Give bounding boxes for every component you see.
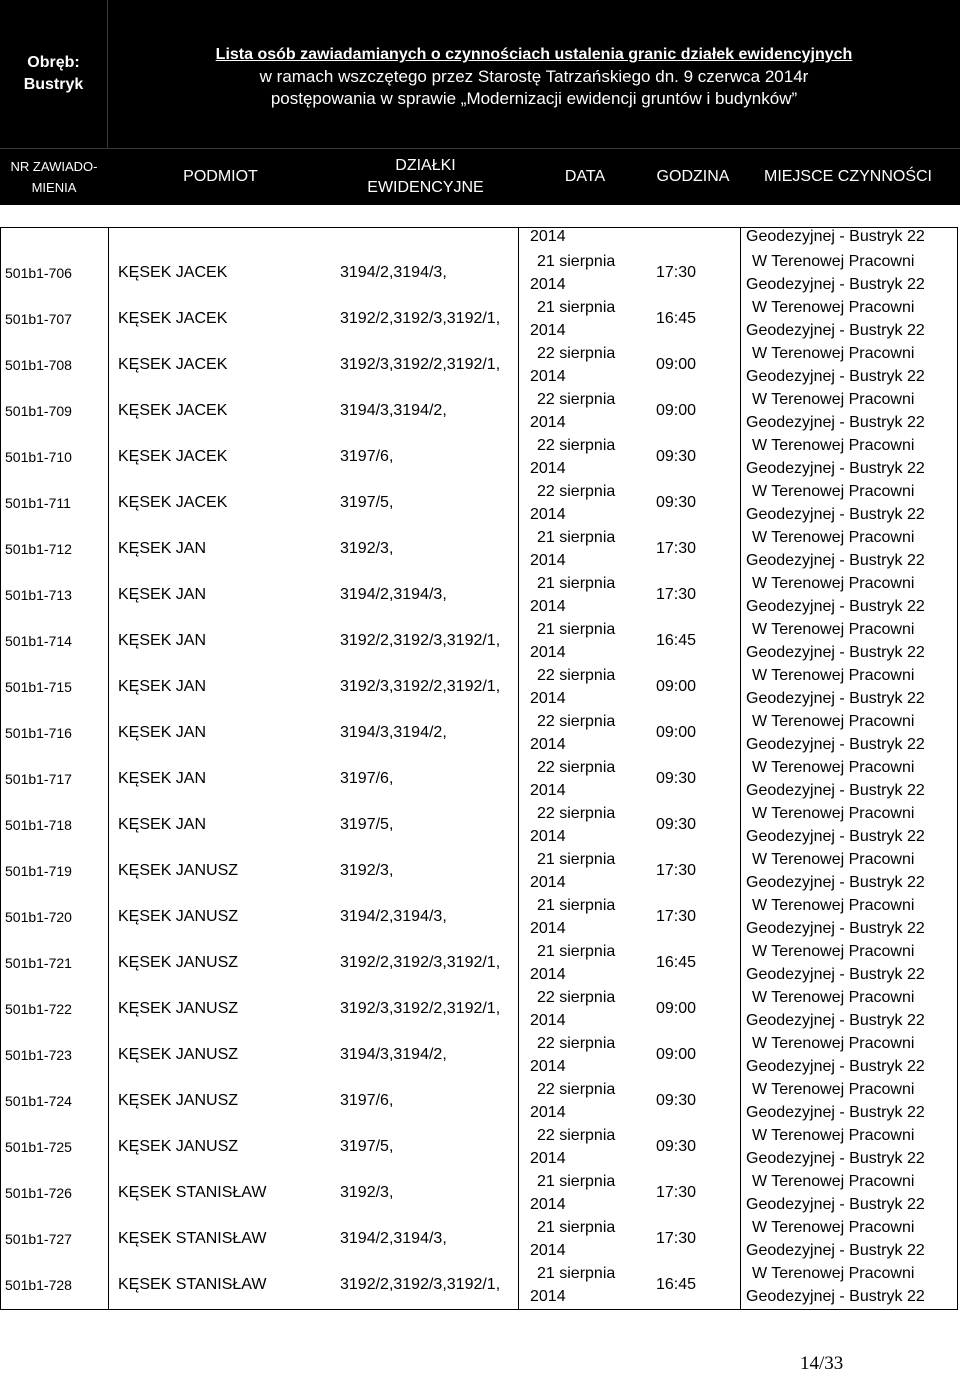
date-year: 2014 bbox=[530, 506, 566, 523]
column-header-place-label: MIEJSCE CZYNNOŚCI bbox=[763, 168, 932, 185]
subject-name: KĘSEK JACEK bbox=[118, 310, 228, 327]
notification-number: 501b1-721 bbox=[5, 955, 72, 971]
place-line-2: Geodezyjnej - Bustryk 22 bbox=[746, 1196, 925, 1213]
subject-name: KĘSEK JANUSZ bbox=[118, 908, 239, 925]
table-row bbox=[0, 1170, 958, 1216]
place-line-1: W Terenowej Pracowni bbox=[752, 575, 915, 592]
date-year: 2014 bbox=[530, 782, 566, 799]
place-line-2: Geodezyjnej - Bustryk 22 bbox=[746, 1242, 925, 1259]
column-header-date bbox=[530, 149, 640, 205]
subject-name: KĘSEK STANISŁAW bbox=[118, 1230, 267, 1247]
table-row bbox=[0, 572, 958, 618]
date-year: 2014 bbox=[530, 920, 566, 937]
notification-number: 501b1-714 bbox=[5, 633, 72, 649]
date-day-month: 21 sierpnia bbox=[537, 897, 616, 914]
parcel-numbers: 3192/3, bbox=[340, 862, 394, 879]
place-line-1: W Terenowej Pracowni bbox=[752, 713, 915, 730]
parcel-numbers: 3192/3, bbox=[340, 1184, 394, 1201]
table-row bbox=[0, 342, 958, 388]
subject-name: KĘSEK STANISŁAW bbox=[118, 1276, 267, 1293]
place-line-1: W Terenowej Pracowni bbox=[752, 483, 915, 500]
document-title bbox=[108, 44, 960, 110]
notification-number: 501b1-716 bbox=[5, 725, 72, 741]
date-year: 2014 bbox=[530, 460, 566, 477]
date-day-month: 22 sierpnia bbox=[537, 667, 616, 684]
date-day-month: 22 sierpnia bbox=[537, 483, 616, 500]
place-line-2: Geodezyjnej - Bustryk 22 bbox=[746, 598, 925, 615]
parcel-numbers: 3192/3, bbox=[340, 540, 394, 557]
parcel-numbers: 3194/3,3194/2, bbox=[340, 724, 447, 741]
parcel-numbers: 3192/2,3192/3,3192/1, bbox=[340, 310, 501, 327]
time: 09:30 bbox=[656, 770, 697, 787]
table-row bbox=[0, 1078, 958, 1124]
date-day-month: 22 sierpnia bbox=[537, 713, 616, 730]
place-line-1: W Terenowej Pracowni bbox=[752, 299, 915, 316]
place-line-1: W Terenowej Pracowni bbox=[752, 1035, 915, 1052]
subject-name: KĘSEK JACEK bbox=[118, 264, 228, 281]
time: 16:45 bbox=[656, 632, 697, 649]
subject-name: KĘSEK JANUSZ bbox=[118, 862, 239, 879]
subject-name: KĘSEK JANUSZ bbox=[118, 1092, 239, 1109]
place-line-2: Geodezyjnej - Bustryk 22 bbox=[746, 920, 925, 937]
place-line-2: Geodezyjnej - Bustryk 22 bbox=[746, 966, 925, 983]
parcel-numbers: 3192/2,3192/3,3192/1, bbox=[340, 632, 501, 649]
notification-number: 501b1-707 bbox=[5, 311, 72, 327]
place-line-1: W Terenowej Pracowni bbox=[752, 667, 915, 684]
place-line-1: W Terenowej Pracowni bbox=[752, 1081, 915, 1098]
notification-number: 501b1-713 bbox=[5, 587, 72, 603]
date-day-month: 21 sierpnia bbox=[537, 1219, 616, 1236]
notification-number: 501b1-712 bbox=[5, 541, 72, 557]
notification-number: 501b1-723 bbox=[5, 1047, 72, 1063]
table-row bbox=[0, 296, 958, 342]
parcel-numbers: 3197/6, bbox=[340, 448, 394, 465]
table-row bbox=[0, 1032, 958, 1078]
date-day-month: 22 sierpnia bbox=[537, 1081, 616, 1098]
subject-name: KĘSEK JAN bbox=[118, 678, 207, 695]
notification-number: 501b1-728 bbox=[5, 1277, 72, 1293]
parcel-numbers: 3192/2,3192/3,3192/1, bbox=[340, 954, 501, 971]
subject-name: KĘSEK JANUSZ bbox=[118, 954, 239, 971]
subject-name: KĘSEK JACEK bbox=[118, 402, 228, 419]
place-line-2: Geodezyjnej - Bustryk 22 bbox=[746, 1150, 925, 1167]
place-line-1: W Terenowej Pracowni bbox=[752, 897, 915, 914]
date-day-month: 21 sierpnia bbox=[537, 943, 616, 960]
date-year: 2014 bbox=[530, 644, 566, 661]
parcel-numbers: 3192/3,3192/2,3192/1, bbox=[340, 356, 501, 373]
notification-number: 501b1-722 bbox=[5, 1001, 72, 1017]
parcel-numbers: 3197/6, bbox=[340, 1092, 394, 1109]
column-header-nr-line-1: NR ZAWIADO- bbox=[10, 159, 98, 174]
parcel-numbers: 3197/5, bbox=[340, 816, 394, 833]
subject-name: KĘSEK JAN bbox=[118, 586, 207, 603]
notification-number: 501b1-724 bbox=[5, 1093, 72, 1109]
place-line-2: Geodezyjnej - Bustryk 22 bbox=[746, 1104, 925, 1121]
date-year: 2014 bbox=[530, 966, 566, 983]
document-header bbox=[0, 0, 960, 205]
time: 09:30 bbox=[656, 1092, 697, 1109]
subject-name: KĘSEK JAN bbox=[118, 632, 207, 649]
time: 17:30 bbox=[656, 862, 697, 879]
place-line-1: W Terenowej Pracowni bbox=[752, 621, 915, 638]
date-year: 2014 bbox=[530, 368, 566, 385]
parcel-numbers: 3194/2,3194/3, bbox=[340, 908, 447, 925]
date-day-month: 21 sierpnia bbox=[537, 253, 616, 270]
notification-number: 501b1-709 bbox=[5, 403, 72, 419]
time: 09:00 bbox=[656, 678, 697, 695]
title-line-3: postępowania w sprawie „Modernizacji ewidencji gruntów i budynków” bbox=[270, 89, 798, 108]
subject-name: KĘSEK JANUSZ bbox=[118, 1138, 239, 1155]
time: 17:30 bbox=[656, 1230, 697, 1247]
district-label: Obręb: bbox=[27, 54, 80, 71]
column-header-nr-line-2: MIENIA bbox=[31, 180, 77, 195]
time: 17:30 bbox=[656, 586, 697, 603]
continued-date-year: 2014 bbox=[530, 228, 566, 245]
place-line-1: W Terenowej Pracowni bbox=[752, 391, 915, 408]
time: 17:30 bbox=[656, 1184, 697, 1201]
table-row bbox=[0, 526, 958, 572]
date-year: 2014 bbox=[530, 598, 566, 615]
table-row bbox=[0, 802, 958, 848]
place-line-2: Geodezyjnej - Bustryk 22 bbox=[746, 414, 925, 431]
table-row bbox=[0, 940, 958, 986]
subject-name: KĘSEK JANUSZ bbox=[118, 1046, 239, 1063]
subject-name: KĘSEK STANISŁAW bbox=[118, 1184, 267, 1201]
place-line-1: W Terenowej Pracowni bbox=[752, 1219, 915, 1236]
place-line-1: W Terenowej Pracowni bbox=[752, 1265, 915, 1282]
notification-number: 501b1-719 bbox=[5, 863, 72, 879]
subject-name: KĘSEK JACEK bbox=[118, 448, 228, 465]
place-line-2: Geodezyjnej - Bustryk 22 bbox=[746, 874, 925, 891]
subject-name: KĘSEK JAN bbox=[118, 540, 207, 557]
place-line-1: W Terenowej Pracowni bbox=[752, 851, 915, 868]
date-year: 2014 bbox=[530, 414, 566, 431]
place-line-2: Geodezyjnej - Bustryk 22 bbox=[746, 782, 925, 799]
place-line-2: Geodezyjnej - Bustryk 22 bbox=[746, 368, 925, 385]
time: 09:00 bbox=[656, 1000, 697, 1017]
district-cell bbox=[0, 0, 108, 148]
place-line-2: Geodezyjnej - Bustryk 22 bbox=[746, 1058, 925, 1075]
place-line-2: Geodezyjnej - Bustryk 22 bbox=[746, 506, 925, 523]
time: 16:45 bbox=[656, 954, 697, 971]
table-row bbox=[0, 664, 958, 710]
place-line-2: Geodezyjnej - Bustryk 22 bbox=[746, 460, 925, 477]
place-line-2: Geodezyjnej - Bustryk 22 bbox=[746, 1288, 925, 1305]
continued-row bbox=[0, 227, 958, 250]
time: 09:00 bbox=[656, 1046, 697, 1063]
notification-number: 501b1-720 bbox=[5, 909, 72, 925]
table-row bbox=[0, 848, 958, 894]
notification-number: 501b1-706 bbox=[5, 265, 72, 281]
notification-number: 501b1-726 bbox=[5, 1185, 72, 1201]
title-line-2: w ramach wszczętego przez Starostę Tatrzańskiego dn. 9 czerwca 2014r bbox=[259, 67, 809, 86]
column-header-parcels-line-2: EWIDENCYJNE bbox=[367, 179, 484, 196]
place-line-1: W Terenowej Pracowni bbox=[752, 1173, 915, 1190]
parcel-numbers: 3197/5, bbox=[340, 1138, 394, 1155]
column-header-notification-number bbox=[0, 149, 108, 205]
parcel-numbers: 3194/2,3194/3, bbox=[340, 586, 447, 603]
parcel-numbers: 3192/3,3192/2,3192/1, bbox=[340, 1000, 501, 1017]
date-year: 2014 bbox=[530, 828, 566, 845]
table-body bbox=[0, 250, 958, 1308]
column-header-subject bbox=[108, 149, 333, 205]
table-row bbox=[0, 618, 958, 664]
date-day-month: 22 sierpnia bbox=[537, 1035, 616, 1052]
table-row bbox=[0, 986, 958, 1032]
date-year: 2014 bbox=[530, 1150, 566, 1167]
column-header-row bbox=[0, 148, 960, 205]
time: 16:45 bbox=[656, 310, 697, 327]
date-day-month: 22 sierpnia bbox=[537, 805, 616, 822]
place-line-2: Geodezyjnej - Bustryk 22 bbox=[746, 322, 925, 339]
parcel-numbers: 3194/2,3194/3, bbox=[340, 264, 447, 281]
parcel-numbers: 3197/6, bbox=[340, 770, 394, 787]
table-row bbox=[0, 894, 958, 940]
place-line-2: Geodezyjnej - Bustryk 22 bbox=[746, 828, 925, 845]
table-row bbox=[0, 756, 958, 802]
table-row bbox=[0, 1124, 958, 1170]
time: 09:30 bbox=[656, 1138, 697, 1155]
place-line-2: Geodezyjnej - Bustryk 22 bbox=[746, 736, 925, 753]
date-year: 2014 bbox=[530, 874, 566, 891]
notification-number: 501b1-718 bbox=[5, 817, 72, 833]
place-line-1: W Terenowej Pracowni bbox=[752, 437, 915, 454]
time: 09:30 bbox=[656, 816, 697, 833]
parcel-numbers: 3192/2,3192/3,3192/1, bbox=[340, 1276, 501, 1293]
place-line-2: Geodezyjnej - Bustryk 22 bbox=[746, 552, 925, 569]
place-line-1: W Terenowej Pracowni bbox=[752, 805, 915, 822]
time: 09:00 bbox=[656, 356, 697, 373]
time: 16:45 bbox=[656, 1276, 697, 1293]
place-line-1: W Terenowej Pracowni bbox=[752, 253, 915, 270]
column-header-date-label: DATA bbox=[564, 168, 606, 185]
notification-number: 501b1-708 bbox=[5, 357, 72, 373]
date-day-month: 21 sierpnia bbox=[537, 621, 616, 638]
date-year: 2014 bbox=[530, 1058, 566, 1075]
date-year: 2014 bbox=[530, 736, 566, 753]
date-year: 2014 bbox=[530, 690, 566, 707]
parcel-numbers: 3194/2,3194/3, bbox=[340, 1230, 447, 1247]
time: 09:30 bbox=[656, 494, 697, 511]
notification-number: 501b1-715 bbox=[5, 679, 72, 695]
column-header-place bbox=[740, 149, 956, 205]
place-line-1: W Terenowej Pracowni bbox=[752, 345, 915, 362]
place-line-1: W Terenowej Pracowni bbox=[752, 943, 915, 960]
date-day-month: 21 sierpnia bbox=[537, 1173, 616, 1190]
parcel-numbers: 3197/5, bbox=[340, 494, 394, 511]
place-line-1: W Terenowej Pracowni bbox=[752, 989, 915, 1006]
table-row bbox=[0, 388, 958, 434]
title-line-1: Lista osób zawiadamianych o czynnościach ustalenia granic działek ewidencyjnych bbox=[215, 46, 853, 63]
date-day-month: 22 sierpnia bbox=[537, 391, 616, 408]
subject-name: KĘSEK JAN bbox=[118, 724, 207, 741]
subject-name: KĘSEK JAN bbox=[118, 816, 207, 833]
place-line-1: W Terenowej Pracowni bbox=[752, 759, 915, 776]
page-number: 14/33 bbox=[800, 1353, 844, 1374]
time: 09:30 bbox=[656, 448, 697, 465]
date-year: 2014 bbox=[530, 1242, 566, 1259]
notification-number: 501b1-725 bbox=[5, 1139, 72, 1155]
table-row bbox=[0, 1262, 958, 1308]
subject-name: KĘSEK JANUSZ bbox=[118, 1000, 239, 1017]
notification-number: 501b1-717 bbox=[5, 771, 72, 787]
place-line-2: Geodezyjnej - Bustryk 22 bbox=[746, 690, 925, 707]
column-header-subject-label: PODMIOT bbox=[183, 168, 258, 185]
place-line-1: W Terenowej Pracowni bbox=[752, 529, 915, 546]
date-year: 2014 bbox=[530, 1196, 566, 1213]
place-line-1: W Terenowej Pracowni bbox=[752, 1127, 915, 1144]
column-header-parcels-line-1: DZIAŁKI bbox=[395, 157, 456, 174]
date-day-month: 21 sierpnia bbox=[537, 575, 616, 592]
date-year: 2014 bbox=[530, 322, 566, 339]
date-day-month: 22 sierpnia bbox=[537, 759, 616, 776]
column-header-time-label: GODZINA bbox=[656, 168, 730, 185]
date-year: 2014 bbox=[530, 1288, 566, 1305]
date-day-month: 22 sierpnia bbox=[537, 345, 616, 362]
date-year: 2014 bbox=[530, 552, 566, 569]
date-year: 2014 bbox=[530, 1104, 566, 1121]
subject-name: KĘSEK JAN bbox=[118, 770, 207, 787]
column-header-time bbox=[648, 149, 738, 205]
subject-name: KĘSEK JACEK bbox=[118, 356, 228, 373]
notification-number: 501b1-710 bbox=[5, 449, 72, 465]
column-header-parcels bbox=[333, 149, 518, 205]
time: 09:00 bbox=[656, 724, 697, 741]
time: 17:30 bbox=[656, 908, 697, 925]
date-day-month: 22 sierpnia bbox=[537, 437, 616, 454]
time: 17:30 bbox=[656, 540, 697, 557]
date-day-month: 21 sierpnia bbox=[537, 1265, 616, 1282]
place-line-2: Geodezyjnej - Bustryk 22 bbox=[746, 644, 925, 661]
date-day-month: 22 sierpnia bbox=[537, 989, 616, 1006]
district-name: Bustryk bbox=[23, 76, 84, 93]
continued-place-line-2: Geodezyjnej - Bustryk 22 bbox=[746, 228, 925, 245]
table-row bbox=[0, 434, 958, 480]
table-row bbox=[0, 1216, 958, 1262]
date-year: 2014 bbox=[530, 276, 566, 293]
parcel-numbers: 3194/3,3194/2, bbox=[340, 402, 447, 419]
subject-name: KĘSEK JACEK bbox=[118, 494, 228, 511]
date-day-month: 21 sierpnia bbox=[537, 529, 616, 546]
place-line-2: Geodezyjnej - Bustryk 22 bbox=[746, 1012, 925, 1029]
place-line-2: Geodezyjnej - Bustryk 22 bbox=[746, 276, 925, 293]
date-day-month: 21 sierpnia bbox=[537, 299, 616, 316]
date-day-month: 21 sierpnia bbox=[537, 851, 616, 868]
date-day-month: 22 sierpnia bbox=[537, 1127, 616, 1144]
table-row bbox=[0, 710, 958, 756]
table-row bbox=[0, 480, 958, 526]
table-row bbox=[0, 250, 958, 296]
parcel-numbers: 3194/3,3194/2, bbox=[340, 1046, 447, 1063]
parcel-numbers: 3192/3,3192/2,3192/1, bbox=[340, 678, 501, 695]
notification-number: 501b1-711 bbox=[5, 495, 71, 511]
time: 17:30 bbox=[656, 264, 697, 281]
time: 09:00 bbox=[656, 402, 697, 419]
date-year: 2014 bbox=[530, 1012, 566, 1029]
notification-number: 501b1-727 bbox=[5, 1231, 72, 1247]
